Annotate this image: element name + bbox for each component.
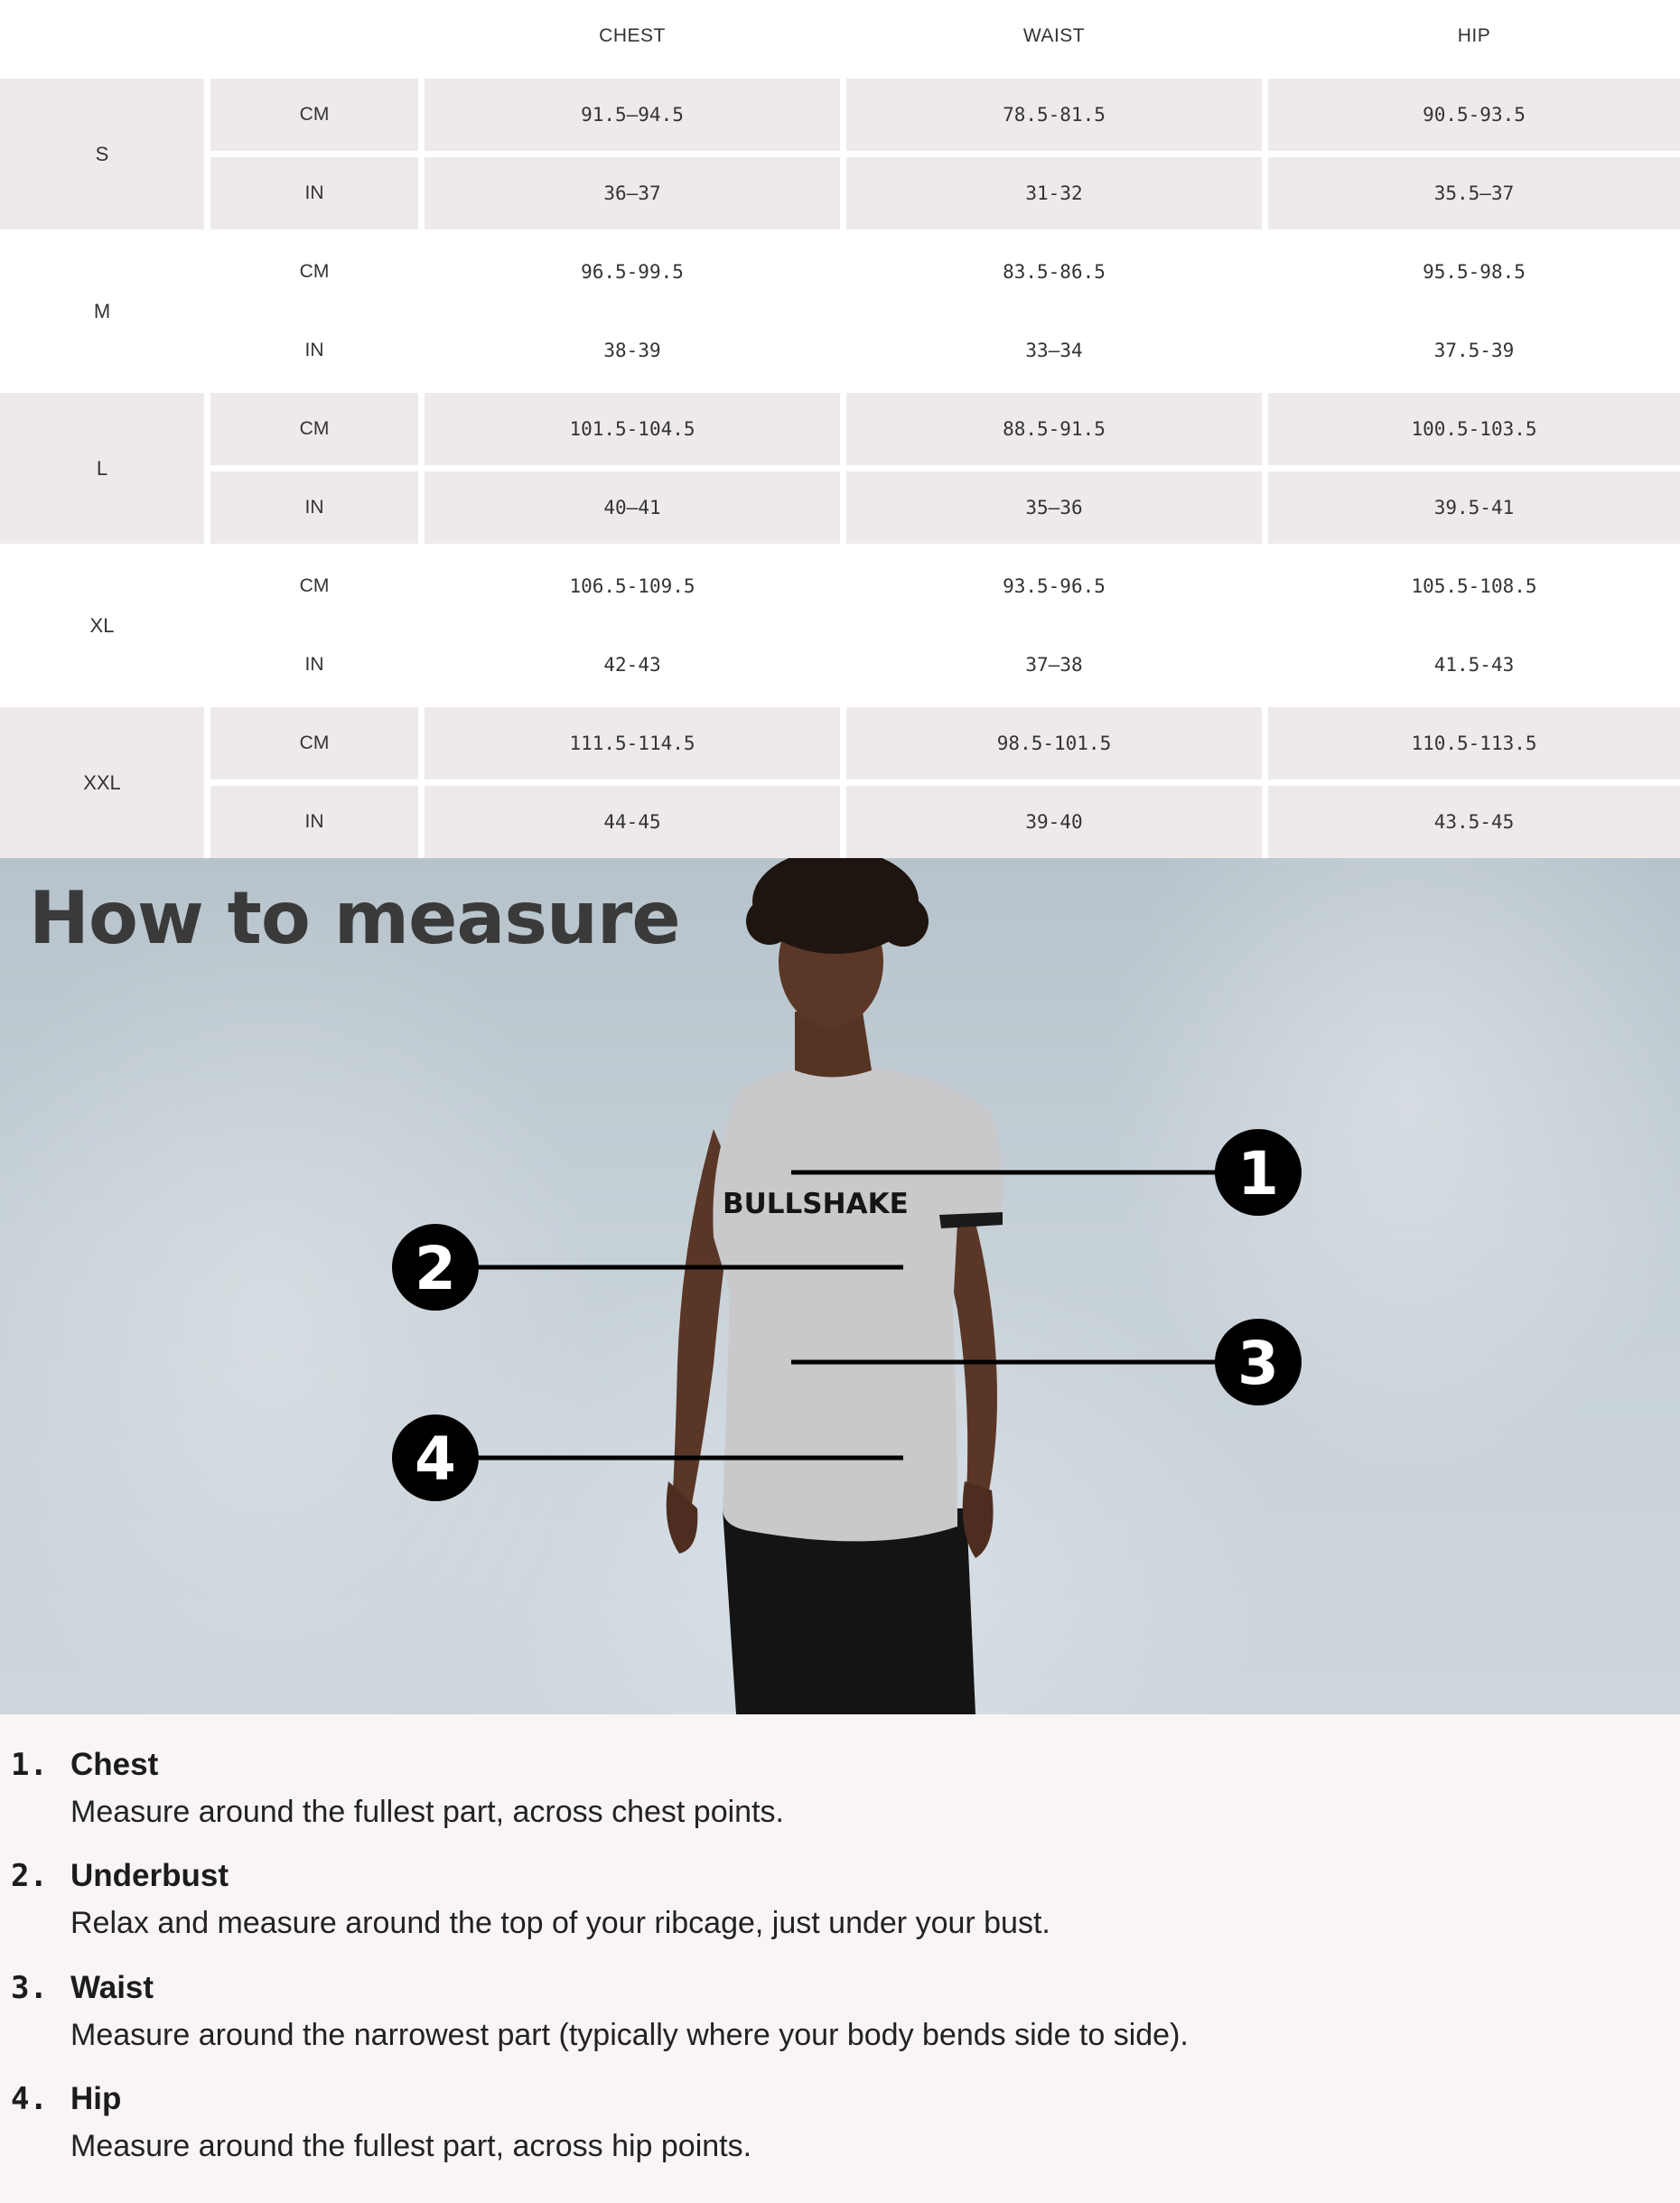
measurement-value-waist: 93.5-96.5 <box>846 550 1262 622</box>
measurement-value-chest: 40–41 <box>425 471 840 544</box>
step-number: 4. <box>11 2081 48 2117</box>
measurement-value-waist: 88.5-91.5 <box>846 393 1262 465</box>
measurement-value-hip: 110.5-113.5 <box>1268 707 1680 779</box>
step-description: Measure around the narrowest part (typically where your body bends side to side). <box>70 2018 1189 2052</box>
measurement-value-chest: 44-45 <box>425 786 840 858</box>
marker-1 <box>1215 1129 1302 1216</box>
unit-label: CM <box>210 79 418 151</box>
step-number: 1. <box>11 1747 48 1783</box>
size-label: S <box>0 79 204 229</box>
measurement-value-waist: 98.5-101.5 <box>846 707 1262 779</box>
measurement-value-waist: 83.5-86.5 <box>846 236 1262 308</box>
measurement-value-chest: 42-43 <box>425 629 840 701</box>
measurement-value-hip: 90.5-93.5 <box>1268 79 1680 151</box>
measurement-value-hip: 37.5-39 <box>1268 314 1680 387</box>
measurement-value-hip: 41.5-43 <box>1268 629 1680 701</box>
step-title: Hip <box>70 2081 122 2116</box>
measurement-value-hip: 39.5-41 <box>1268 471 1680 544</box>
step-number: 2. <box>11 1858 48 1894</box>
measurement-value-chest: 111.5-114.5 <box>425 707 840 779</box>
measurement-value-waist: 31-32 <box>846 157 1262 229</box>
step-title: Chest <box>70 1747 159 1782</box>
measurement-value-hip: 95.5-98.5 <box>1268 236 1680 308</box>
unit-label: IN <box>210 471 418 544</box>
model-illustration <box>0 858 1680 1714</box>
column-header: CHEST <box>425 0 840 72</box>
column-header: WAIST <box>846 0 1262 72</box>
unit-label: IN <box>210 629 418 701</box>
marker-number: 2 <box>415 1234 456 1303</box>
measurement-value-waist: 37–38 <box>846 629 1262 701</box>
unit-label: CM <box>210 393 418 465</box>
measurement-value-waist: 35–36 <box>846 471 1262 544</box>
size-label: XXL <box>0 707 204 858</box>
shirt-brand-text: BULLSHAKE <box>723 1188 909 1220</box>
how-to-measure-title: How to measure <box>29 876 680 960</box>
step-number: 3. <box>11 1970 48 2006</box>
marker-2 <box>392 1224 479 1311</box>
marker-number: 4 <box>415 1424 456 1494</box>
step-description: Measure around the fullest part, across hip points. <box>70 2129 752 2163</box>
size-label: L <box>0 393 204 544</box>
measurement-value-hip: 35.5–37 <box>1268 157 1680 229</box>
measurement-instructions <box>0 1714 1680 2203</box>
marker-number: 1 <box>1237 1139 1279 1209</box>
measurement-value-hip: 43.5-45 <box>1268 786 1680 858</box>
header-corner <box>0 0 418 72</box>
measurement-value-chest: 96.5-99.5 <box>425 236 840 308</box>
how-to-measure-panel <box>0 858 1680 1714</box>
unit-label: IN <box>210 157 418 229</box>
step-title: Waist <box>70 1970 154 2005</box>
measurement-value-waist: 33–34 <box>846 314 1262 387</box>
sleeve-cuff <box>939 1212 1003 1228</box>
measurement-value-waist: 39-40 <box>846 786 1262 858</box>
unit-label: CM <box>210 236 418 308</box>
measurement-value-chest: 36–37 <box>425 157 840 229</box>
measurement-value-hip: 100.5-103.5 <box>1268 393 1680 465</box>
step-description: Measure around the fullest part, across chest points. <box>70 1795 784 1829</box>
measurement-value-hip: 105.5-108.5 <box>1268 550 1680 622</box>
size-label: XL <box>0 550 204 701</box>
measurement-value-chest: 91.5–94.5 <box>425 79 840 151</box>
unit-label: IN <box>210 314 418 387</box>
measurement-value-chest: 101.5-104.5 <box>425 393 840 465</box>
unit-label: IN <box>210 786 418 858</box>
marker-3 <box>1215 1319 1302 1405</box>
marker-4 <box>392 1414 479 1501</box>
column-header: HIP <box>1268 0 1680 72</box>
measurement-value-chest: 38-39 <box>425 314 840 387</box>
step-description: Relax and measure around the top of your ribcage, just under your bust. <box>70 1906 1050 1940</box>
unit-label: CM <box>210 550 418 622</box>
measurement-value-chest: 106.5-109.5 <box>425 550 840 622</box>
unit-label: CM <box>210 707 418 779</box>
marker-number: 3 <box>1237 1329 1279 1398</box>
size-chart-table <box>0 0 1680 858</box>
step-title: Underbust <box>70 1858 229 1893</box>
measurement-value-waist: 78.5-81.5 <box>846 79 1262 151</box>
size-label: M <box>0 236 204 387</box>
